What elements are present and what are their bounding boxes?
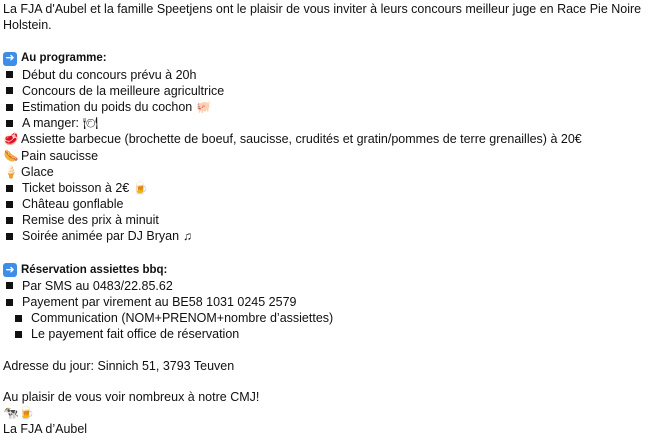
list-item: Payement par virement au BE58 1031 0245 2579 xyxy=(3,294,647,310)
food-item: 🌭 Pain saucisse xyxy=(3,148,99,163)
list-item: Château gonflable xyxy=(3,196,647,212)
spacer xyxy=(3,245,647,260)
bullet-square-icon xyxy=(6,201,13,208)
pig-icon: 🐖 xyxy=(196,99,212,114)
plate-icon: 🍽 xyxy=(82,116,99,131)
address-text: Adresse du jour: Sinnich 51, 3793 Teuven xyxy=(3,358,235,373)
list-item: Par SMS au 0483/22.85.62 xyxy=(3,278,647,294)
bullet-square-icon xyxy=(6,217,13,224)
list-item: Remise des prix à minuit xyxy=(3,212,647,228)
sub-list-item: Le payement fait office de réservation xyxy=(3,326,647,342)
meat-icon: 🥩 xyxy=(3,132,19,147)
list-item: Concours de la meilleure agricultrice xyxy=(3,83,647,99)
list-item: Estimation du poids du cochon 🐖 xyxy=(3,99,647,115)
spacer xyxy=(3,33,647,48)
bullet-square-icon xyxy=(6,299,13,306)
arrow-right-icon: ➜ xyxy=(3,263,17,277)
bullet-square-icon xyxy=(6,71,13,78)
closing-text: Au plaisir de vous voir nombreux à notre CMJ! xyxy=(3,389,260,404)
bullet-square-icon xyxy=(6,233,13,240)
bullet-square-icon xyxy=(6,282,13,289)
sub-list-item: Communication (NOM+PRENOM+nombre d’assiettes) xyxy=(3,310,647,326)
bullet-square-icon xyxy=(6,185,13,192)
spacer xyxy=(3,343,647,358)
list-item: Soirée animée par DJ Bryan ♫ xyxy=(3,228,647,244)
arrow-right-icon: ➜ xyxy=(3,52,17,66)
programme-heading: ➜ Au programme: xyxy=(3,50,647,66)
beer-icon: 🍺 xyxy=(133,180,149,195)
signature: La FJA d’Aubel xyxy=(3,422,88,437)
hotdog-icon: 🌭 xyxy=(3,148,19,163)
list-item: A manger: 🍽 xyxy=(3,115,647,131)
ice-cream-icon: 🍦 xyxy=(3,164,19,179)
bullet-square-icon xyxy=(6,104,13,111)
music-note-icon: ♫ xyxy=(183,229,193,244)
reservation-heading: ➜ Réservation assiettes bbq: xyxy=(3,262,647,278)
bullet-square-icon xyxy=(15,315,22,322)
bullet-square-icon xyxy=(6,120,13,127)
food-item: 🍦 Glace xyxy=(3,164,54,179)
spacer xyxy=(3,374,647,389)
list-item: Ticket boisson à 2€ 🍺 xyxy=(3,180,647,196)
cow-beer-icon: 🐄🍺 xyxy=(3,405,35,420)
bullet-square-icon xyxy=(6,87,13,94)
intro-text: La FJA d'Aubel et la famille Speetjens ont le plaisir de vous inviter à leurs concours meilleur juge en Race Pie Noire Holstein. xyxy=(3,2,642,33)
post-body xyxy=(3,1,647,437)
bullet-square-icon xyxy=(15,331,22,338)
list-item: Début du concours prévu à 20h xyxy=(3,67,647,83)
food-item: 🥩 Assiette barbecue (brochette de boeuf, saucisse, crudités et gratin/pommes de terre grenailles) à 20€ xyxy=(3,132,582,147)
